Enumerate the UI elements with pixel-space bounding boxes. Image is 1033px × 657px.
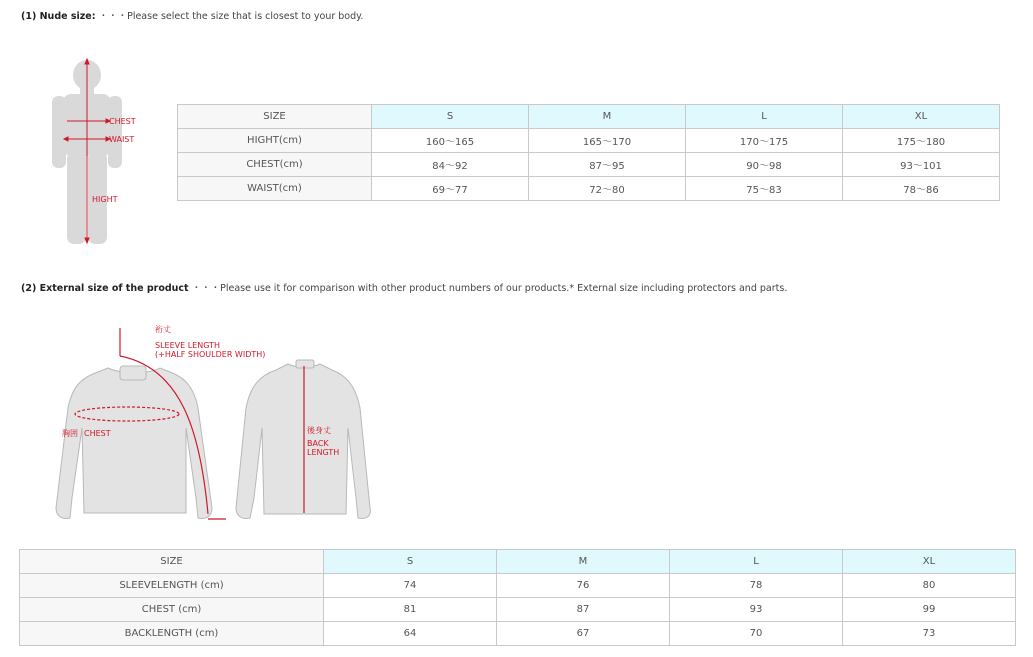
size-l-header: L (686, 105, 843, 129)
back-length-jp-label: 後身丈 (307, 426, 331, 435)
table-row (178, 177, 1000, 201)
size-s-header: S (372, 105, 529, 129)
section1-note: ・・・Please select the size that is closest to your body. (98, 11, 364, 22)
table-cell: 170～175 (686, 129, 843, 153)
table-cell: 80 (843, 574, 1016, 598)
table-cell: 67 (497, 622, 670, 646)
chest-label: CHEST (109, 117, 136, 126)
back-label: BACK (307, 439, 329, 448)
size-header: SIZE (20, 550, 324, 574)
size-s-header: S (324, 550, 497, 574)
section2-title: (2) External size of the product (21, 283, 189, 294)
row-label: BACKLENGTH (cm) (20, 622, 324, 646)
table-row (20, 598, 1016, 622)
table-cell: 93 (670, 598, 843, 622)
shirt-front-illustration (56, 366, 212, 519)
table-cell: 81 (324, 598, 497, 622)
chest-label: CHEST (84, 429, 111, 438)
table-cell: 64 (324, 622, 497, 646)
table-cell: 87 (497, 598, 670, 622)
shirt-back-illustration (236, 360, 370, 519)
garment-figure (50, 318, 380, 528)
table-cell: 175～180 (843, 129, 1000, 153)
size-m-header: M (529, 105, 686, 129)
row-label: CHEST(cm) (178, 153, 372, 177)
table-cell: 76 (497, 574, 670, 598)
chest-jp-label: 胸囲 (62, 429, 78, 438)
table-header-row (178, 105, 1000, 129)
table-cell: 165～170 (529, 129, 686, 153)
table-cell: 99 (843, 598, 1016, 622)
table-cell: 90～98 (686, 153, 843, 177)
table-row (20, 574, 1016, 598)
size-l-header: L (670, 550, 843, 574)
row-label: HIGHT(cm) (178, 129, 372, 153)
table-cell: 93～101 (843, 153, 1000, 177)
table-row (178, 153, 1000, 177)
section1-title: (1) Nude size: (21, 11, 96, 22)
row-label: SLEEVELENGTH (cm) (20, 574, 324, 598)
row-label: WAIST(cm) (178, 177, 372, 201)
table-cell: 72～80 (529, 177, 686, 201)
section2-note: ・・・Please use it for comparison with other product numbers of our products.* External size including protectors and parts. (191, 283, 788, 294)
size-xl-header: XL (843, 105, 1000, 129)
table-cell: 78 (670, 574, 843, 598)
length-label: LENGTH (307, 448, 340, 457)
size-xl-header: XL (843, 550, 1016, 574)
section1-heading (21, 8, 363, 22)
row-label: CHEST (cm) (20, 598, 324, 622)
half-shoulder-label: (+HALF SHOULDER WIDTH) (155, 350, 266, 359)
table-cell: 69～77 (372, 177, 529, 201)
waist-label: WAIST (109, 135, 135, 144)
table-row (178, 129, 1000, 153)
table-cell: 73 (843, 622, 1016, 646)
sleeve-length-label: SLEEVE LENGTH (155, 341, 221, 350)
table-cell: 70 (670, 622, 843, 646)
table-row (20, 622, 1016, 646)
table-header-row (20, 550, 1016, 574)
table-cell: 84～92 (372, 153, 529, 177)
section2-heading (21, 280, 787, 294)
external-size-table (19, 549, 1016, 646)
body-silhouette-figure (50, 58, 150, 248)
table-cell: 78～86 (843, 177, 1000, 201)
nude-size-table (177, 104, 1000, 201)
sleeve-length-jp-label: 裄丈 (155, 325, 171, 334)
table-cell: 87～95 (529, 153, 686, 177)
table-cell: 160～165 (372, 129, 529, 153)
table-cell: 75～83 (686, 177, 843, 201)
size-header: SIZE (178, 105, 372, 129)
table-cell: 74 (324, 574, 497, 598)
hight-label: HIGHT (92, 195, 118, 204)
size-m-header: M (497, 550, 670, 574)
